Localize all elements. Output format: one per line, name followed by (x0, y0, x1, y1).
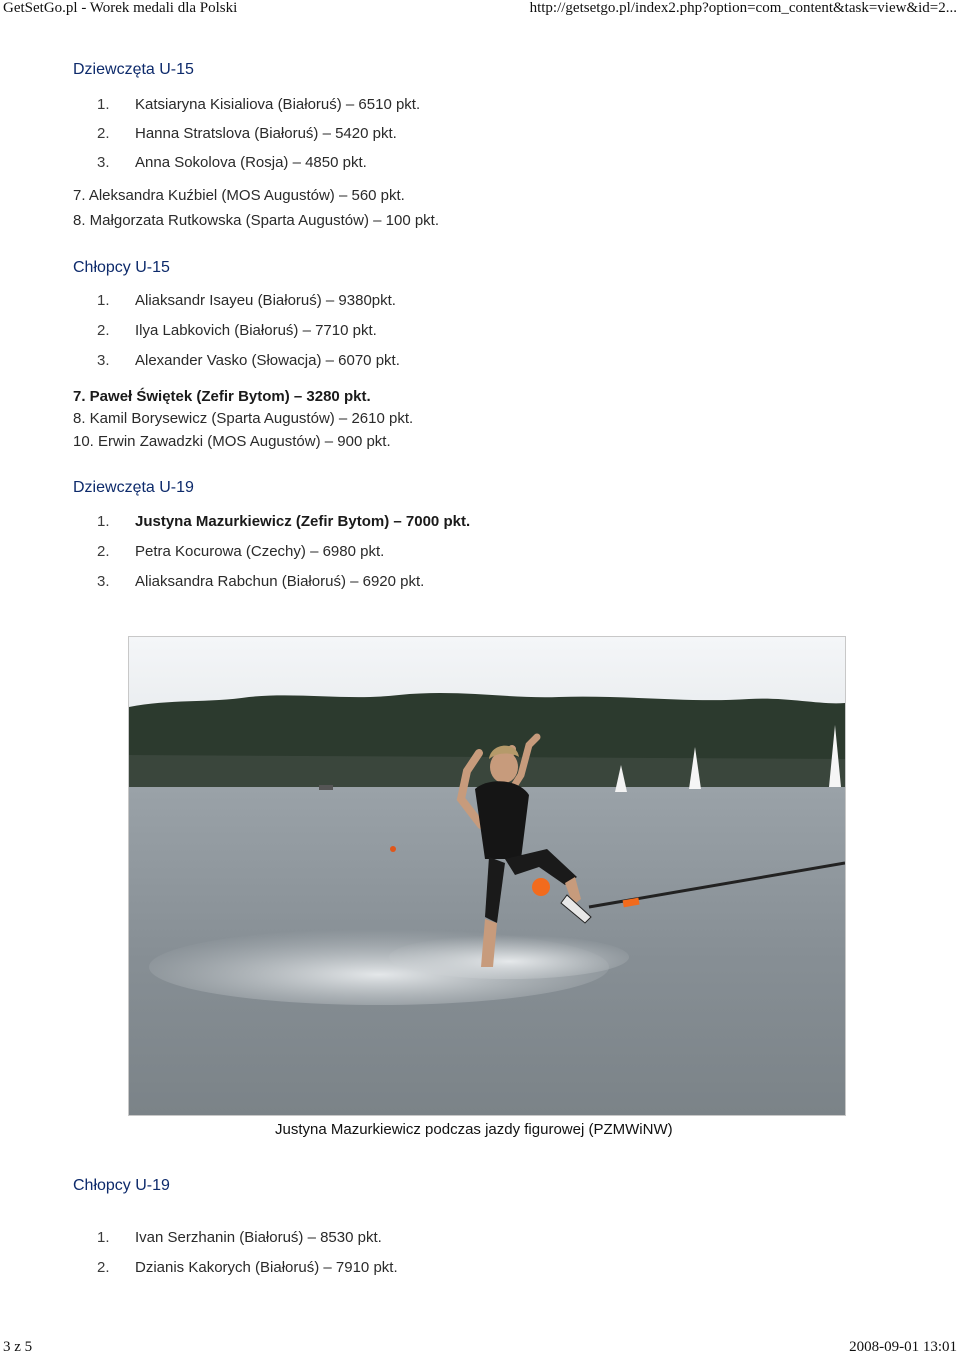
list-number: 1. (97, 513, 110, 530)
list-item (97, 322, 377, 339)
result-line: 7. Paweł Świętek (Zefir Bytom) – 3280 pkt. (73, 388, 371, 405)
list-number: 3. (97, 573, 110, 590)
section-heading-boys-u15: Chłopcy U-15 (73, 259, 170, 276)
list-number: 1. (97, 292, 110, 309)
list-number: 3. (97, 352, 110, 369)
list-item (97, 352, 400, 369)
page-header-title: GetSetGo.pl - Worek medali dla Polski (3, 0, 238, 16)
photo-caption: Justyna Mazurkiewicz podczas jazdy figurowej (PZMWiNW) (275, 1121, 673, 1138)
list-number: 2. (97, 125, 110, 142)
list-item (97, 1259, 398, 1276)
water-spray (389, 935, 629, 979)
buoy (390, 846, 396, 852)
list-text: Dzianis Kakorych (Białoruś) – 7910 pkt. (135, 1259, 398, 1276)
print-datetime: 2008-09-01 13:01 (849, 1339, 957, 1355)
list-text: Anna Sokolova (Rosja) – 4850 pkt. (135, 154, 367, 171)
list-item (97, 543, 384, 560)
list-number: 2. (97, 1259, 110, 1276)
list-item (97, 513, 470, 530)
list-text: Petra Kocurowa (Czechy) – 6980 pkt. (135, 543, 385, 560)
list-number: 3. (97, 154, 110, 171)
list-text: Justyna Mazurkiewicz (Zefir Bytom) – 7000 pkt. (135, 513, 471, 530)
list-number: 2. (97, 543, 110, 560)
result-line: 8. Małgorzata Rutkowska (Sparta Augustów) – 100 pkt. (73, 212, 440, 229)
list-item (97, 96, 420, 113)
section-heading-girls-u19: Dziewczęta U-19 (73, 479, 194, 496)
list-number: 1. (97, 1229, 110, 1246)
list-item (97, 125, 397, 142)
list-item (97, 292, 396, 309)
list-text: Hanna Stratslova (Białoruś) – 5420 pkt. (135, 125, 397, 142)
list-text: Katsiaryna Kisialiova (Białoruś) – 6510 pkt. (135, 96, 421, 113)
article-photo (128, 636, 846, 1116)
result-line: 8. Kamil Borysewicz (Sparta Augustów) – 2610 pkt. (73, 410, 414, 427)
list-text: Aliaksandr Isayeu (Białoruś) – 9380pkt. (135, 292, 396, 309)
section-heading-boys-u19: Chłopcy U-19 (73, 1177, 170, 1194)
page-number: 3 z 5 (3, 1339, 33, 1355)
section-heading-girls-u15: Dziewczęta U-15 (73, 61, 194, 78)
list-text: Ivan Serzhanin (Białoruś) – 8530 pkt. (135, 1229, 382, 1246)
list-number: 1. (97, 96, 110, 113)
list-item (97, 154, 367, 171)
list-text: Alexander Vasko (Słowacja) – 6070 pkt. (135, 352, 400, 369)
list-item (97, 573, 424, 590)
buoy (532, 878, 550, 896)
list-text: Aliaksandra Rabchun (Białoruś) – 6920 pkt. (135, 573, 425, 590)
distant-boat (319, 785, 333, 790)
result-line: 7. Aleksandra Kuźbiel (MOS Augustów) – 560 pkt. (73, 187, 405, 204)
list-text: Ilya Labkovich (Białoruś) – 7710 pkt. (135, 322, 377, 339)
water-skier-photo (129, 637, 845, 1115)
page-header-url: http://getsetgo.pl/index2.php?option=com_content&task=view&id=2... (529, 0, 957, 16)
list-number: 2. (97, 322, 110, 339)
result-line: 10. Erwin Zawadzki (MOS Augustów) – 900 pkt. (73, 433, 391, 450)
list-item (97, 1229, 382, 1246)
